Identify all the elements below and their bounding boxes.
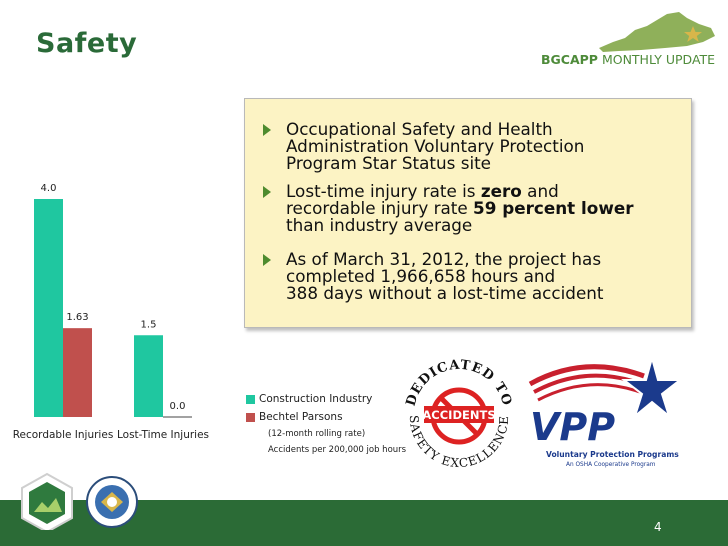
bullet-text: Occupational Safety and Health <box>286 119 553 139</box>
bullet-text: completed 1,966,658 hours and <box>286 266 556 286</box>
legend-item-bechtel <box>246 408 372 426</box>
bullet-text: 388 days without a lost-time accident <box>286 283 604 303</box>
bullet-text: As of March 31, 2012, the project has <box>286 249 602 269</box>
vpp-star-icon <box>624 358 680 416</box>
accidents-badge-label: ACCIDENTS <box>422 408 496 422</box>
vpp-logo <box>524 354 698 470</box>
bgcapp-logo <box>18 472 76 544</box>
bullet-arrow-icon <box>263 254 271 266</box>
data-label-construction-1: 1.5 <box>140 319 157 331</box>
chart-legend <box>246 390 372 426</box>
category-label-1: Lost-Time Injuries <box>116 429 210 441</box>
category-label-0: Recordable Injuries <box>12 429 114 441</box>
bullet-text: recordable injury rate <box>286 198 474 218</box>
bar-bechtel-0 <box>63 328 92 417</box>
bullet-text: Lost-time injury rate is <box>286 181 481 201</box>
brand-banner <box>541 52 715 67</box>
vpp-caption-1: Voluntary Protection Programs <box>546 450 679 459</box>
data-label-construction-0: 4.0 <box>40 183 57 194</box>
bullet-line <box>286 155 686 172</box>
page-number: 4 <box>654 520 662 534</box>
brand-prefix: BGCAPP <box>541 52 598 67</box>
kentucky-map-icon <box>595 8 717 54</box>
legend-swatch-bechtel <box>246 413 255 422</box>
bullet-text: Administration Voluntary Protection <box>286 136 585 156</box>
bullet-arrow-icon <box>263 124 271 136</box>
legend-swatch-construction <box>246 395 255 404</box>
legend-label-bechtel: Bechtel Parsons <box>259 411 343 423</box>
bullet-emphasis: zero <box>480 181 522 201</box>
arc-text-bottom: SAFETY EXCELLENCE <box>406 414 512 468</box>
callout-box <box>244 98 692 328</box>
data-label-bechtel-1: 0.0 <box>169 401 186 412</box>
bullet-emphasis: 59 percent lower <box>473 198 634 218</box>
legend-label-construction: Construction Industry <box>259 393 373 405</box>
bullet-text: Program Star Status site <box>286 153 492 173</box>
data-label-bechtel-0: 1.63 <box>66 312 89 324</box>
bullet-text: than industry average <box>286 215 473 235</box>
bar-construction-0 <box>34 199 63 417</box>
injury-rate-chart <box>0 170 240 460</box>
chart-note-units: Accidents per 200,000 job hours <box>268 445 407 455</box>
chart-note-rolling: (12-month rolling rate) <box>268 429 366 439</box>
vpp-mark: VPP <box>530 405 616 449</box>
dod-seal-logo <box>86 476 138 528</box>
bar-construction-1 <box>134 335 163 417</box>
brand-suffix: MONTHLY UPDATE <box>597 52 716 67</box>
bullet-line <box>286 217 686 234</box>
chart-notes <box>268 426 406 458</box>
legend-item-construction <box>246 390 372 408</box>
bullet-line <box>286 285 686 302</box>
vpp-caption-2: An OSHA Cooperative Program <box>566 462 656 468</box>
bullet-text: and <box>521 181 559 201</box>
safety-excellence-logo <box>400 356 518 468</box>
page-title: Safety <box>36 28 138 59</box>
bullet-arrow-icon <box>263 186 271 198</box>
arc-text-top: DEDICATED TO <box>403 357 515 408</box>
